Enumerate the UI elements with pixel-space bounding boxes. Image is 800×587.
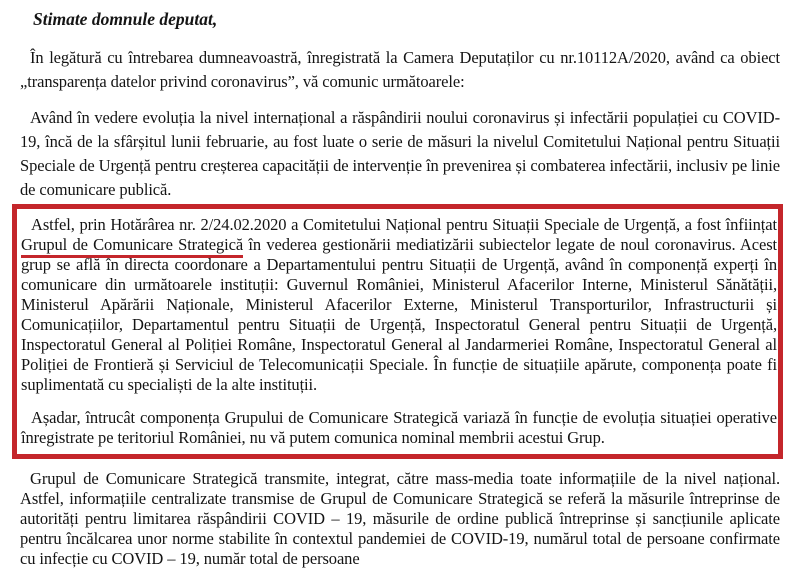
strategic-group-text-before: Astfel, prin Hotărârea nr. 2/24.02.2020 a Comitetului Național pentru Situații Speciale de Urgență, a fost înființat xyxy=(31,215,777,234)
paragraph-group-communications: Grupul de Comunicare Strategică transmite, integrat, către mass-media toate informațiile de la nivel național. Astfel, informațiile centralizate transmise de Grupul de Comunicare Strategică se referă la măsurile întreprinse de autorități pentru limitarea răspândirii COVID – 19, măsurile de ordine publică întreprinse și sancțiunile aplicate pentru încălcarea unor norme stabilite în contextul pandemiei de COVID-19, numărul total de persoane confirmate cu infecție cu COVID – 19, număr total de persoane xyxy=(20,469,780,568)
paragraph-strategic-group-creation xyxy=(21,215,777,395)
paragraph-registration-intro: În legătură cu întrebarea dumneavoastră, înregistrată la Camera Deputaților cu nr.10112A/2020, având ca obiect „transparența datelor privind coronavirus”, vă comunic următoarele: xyxy=(20,48,780,91)
red-highlight-box xyxy=(12,204,783,459)
paragraph-covid-context: Având în vedere evoluția la nivel internațional a răspândirii noului coronavirus și infectării populației cu COVID-19, încă de la sfârșitul lunii februarie, au fost luate o serie de măsuri la nivelul Comitetului Național pentru Situații Speciale de Urgență pentru creșterea capacității de intervenție în prevenirea și combaterea infectării, inclusiv pe linie de comunicare publică. xyxy=(20,108,780,199)
strategic-group-text-after: în vederea gestionării mediatizării subiectelor legate de noul coronavirus. Acest grup se află în directa coordonare a Departamentului pentru Situații de Urgență, având în componență experți în comunicare din următoarele instituții: Guvernul României, Ministerul Afacerilor Interne, Ministerul Sănătății, Ministerul Apărării Naționale, Ministerul Afacerilor Externe, Ministerul Transporturilor, Infrastructurii și Comunicațiilor, Departamentul pentru Situații de Urgență, Inspectoratul General pentru Situații de Urgență, Inspectoratul General al Poliției Române, Inspectoratul General al Jandarmeriei Române, Inspectoratul General al Poliției de Frontieră și Serviciul de Telecomunicații Speciale. În funcție de situațiile apărute, componența poate fi suplimentată cu specialiști de la alte instituții. xyxy=(21,235,778,394)
strategic-group-underlined-phrase: Grupul de Comunicare Strategică xyxy=(21,235,243,258)
paragraph-members-not-disclosed: Așadar, întrucât componența Grupului de Comunicare Strategică variază în funcție de evoluția situației operative înregistrate pe teritoriul României, nu vă putem comunica nominal membrii acestui Grup. xyxy=(21,408,777,447)
salutation-line: Stimate domnule deputat, xyxy=(33,9,218,29)
